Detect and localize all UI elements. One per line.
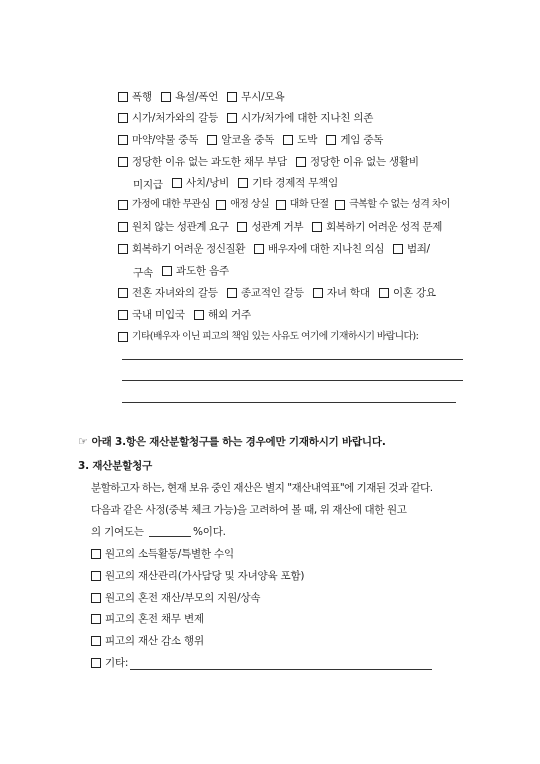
checkbox-item[interactable] (91, 547, 234, 561)
checkbox[interactable] (118, 113, 128, 123)
section3-notice (78, 435, 386, 449)
checkbox[interactable] (227, 92, 237, 102)
checkbox-label: 가정에 대한 무관심 (132, 199, 210, 210)
reason-row-4 (118, 155, 425, 171)
reason-row-3 (118, 133, 389, 149)
checkbox-item[interactable] (296, 155, 419, 169)
reason-row-8 (118, 242, 430, 258)
checkbox[interactable] (326, 135, 336, 145)
checkbox-item[interactable] (283, 133, 317, 147)
checkbox[interactable] (296, 157, 306, 167)
checkbox[interactable] (312, 222, 322, 232)
notice-text: 아래 3.항은 재산분할청구를 하는 경우에만 기재하시기 바랍니다. (91, 436, 386, 448)
reason-row-7 (118, 220, 442, 236)
checkbox[interactable] (238, 178, 248, 188)
checkbox-item[interactable] (118, 286, 218, 300)
checkbox-item[interactable] (207, 133, 274, 147)
checkbox-label: 회복하기 어려운 정신질환 (132, 243, 246, 255)
checkbox-label: 전혼 자녀와의 갈등 (132, 287, 218, 299)
reason-row-9 (133, 264, 235, 280)
contribution-option (91, 612, 210, 628)
continuation-text: 구속 (133, 267, 153, 279)
checkbox[interactable] (118, 244, 128, 254)
checkbox[interactable] (227, 113, 237, 123)
checkbox-label: 극복할 수 없는 성격 차이 (349, 199, 450, 210)
checkbox[interactable] (335, 200, 345, 210)
checkbox-label: 배우자에 대한 지나친 의심 (268, 243, 385, 255)
etc-write-line-1[interactable] (122, 359, 463, 360)
checkbox-label: 종교적인 갈등 (240, 287, 304, 299)
checkbox[interactable] (118, 200, 128, 210)
checkbox[interactable] (118, 135, 128, 145)
checkbox-item[interactable] (161, 90, 218, 104)
checkbox-label: 원고의 소득활동/특별한 수익 (105, 548, 234, 560)
checkbox-item[interactable] (227, 90, 284, 104)
reason-row-2 (118, 111, 379, 127)
checkbox[interactable] (91, 658, 101, 668)
checkbox-label: 자녀 학대 (326, 287, 370, 299)
checkbox-item[interactable] (254, 242, 384, 256)
checkbox-item[interactable] (312, 220, 442, 234)
etc-write-line-3[interactable] (122, 402, 456, 403)
checkbox-item[interactable] (227, 286, 304, 300)
checkbox-label: 욕설/폭언 (175, 91, 219, 103)
reason-row-5 (133, 176, 344, 192)
para-text: %이다. (193, 526, 226, 538)
checkbox-item[interactable] (91, 656, 128, 670)
checkbox-label: 기타(배우자 이닌 피고의 책임 있는 사유도 여기에 기재하시기 바랍니다): (132, 331, 419, 342)
checkbox-label: 원고의 혼전 재산/부모의 지원/상속 (105, 592, 261, 604)
checkbox-item[interactable] (118, 242, 245, 256)
checkbox-item[interactable] (118, 308, 185, 322)
checkbox-label: 피고의 혼전 채무 변제 (105, 613, 204, 625)
checkbox-item[interactable] (238, 176, 338, 190)
checkbox-item[interactable] (91, 612, 204, 626)
section3-para-line-1 (91, 481, 433, 495)
checkbox-label: 알코올 중독 (221, 134, 275, 146)
checkbox[interactable] (162, 266, 172, 276)
checkbox-item[interactable] (118, 198, 210, 212)
checkbox-label: 해외 거주 (208, 309, 251, 321)
contribution-option (91, 547, 240, 563)
checkbox[interactable] (379, 288, 389, 298)
continuation-text: 미지급 (133, 179, 163, 191)
checkbox[interactable] (118, 92, 128, 102)
checkbox-label: 회복하기 어려운 성적 문제 (326, 221, 443, 233)
checkbox[interactable] (118, 222, 128, 232)
checkbox-item[interactable] (393, 242, 430, 256)
reason-row-11 (118, 308, 257, 324)
para-text: 다음과 같은 사정(중복 체크 가능)을 고려하여 볼 때, 위 재산에 대한 원고 (91, 504, 407, 516)
checkbox[interactable] (118, 310, 128, 320)
checkbox-label: 애정 상실 (230, 199, 270, 210)
checkbox-item[interactable] (216, 198, 269, 212)
reason-row-12 (118, 330, 418, 347)
checkbox-item[interactable] (237, 220, 303, 234)
checkbox[interactable] (172, 178, 182, 188)
checkbox-label: 게임 중독 (340, 134, 384, 146)
checkbox[interactable] (118, 332, 128, 342)
checkbox[interactable] (91, 614, 101, 624)
para-text: 분할하고자 하는, 현재 보유 중인 재산은 별지 "재산내역표"에 기재된 것과 같다. (91, 482, 433, 494)
checkbox-item[interactable] (227, 111, 373, 125)
checkbox[interactable] (194, 310, 204, 320)
checkbox-item[interactable] (118, 220, 229, 234)
contribution-option (91, 569, 310, 585)
checkbox-item[interactable] (91, 634, 204, 648)
contribution-option (91, 634, 210, 650)
checkbox-label: 원치 않는 성관계 요구 (132, 221, 229, 233)
etc-write-line-2[interactable] (122, 380, 463, 381)
checkbox-item[interactable] (118, 111, 218, 125)
checkbox-item[interactable] (118, 155, 287, 169)
checkbox-label: 도박 (297, 134, 318, 146)
checkbox-item[interactable] (162, 264, 229, 278)
checkbox-label: 성관계 거부 (251, 221, 304, 233)
checkbox[interactable] (393, 244, 403, 254)
checkbox[interactable] (161, 92, 171, 102)
section-title-text: 3. 재산분할청구 (78, 460, 153, 472)
reason-row-6 (118, 198, 450, 215)
checkbox-label: 기타: (105, 657, 129, 669)
contribution-option-etc (91, 656, 432, 672)
checkbox-item[interactable] (194, 308, 251, 322)
section3-title (78, 459, 152, 473)
checkbox-label: 시가/처가와의 갈등 (132, 112, 219, 124)
checkbox[interactable] (118, 157, 128, 167)
checkbox[interactable] (118, 288, 128, 298)
checkbox-label: 정당한 이유 없는 생활비 (310, 156, 419, 168)
checkbox-label: 범죄/ (406, 243, 430, 255)
checkbox-item[interactable] (91, 569, 304, 583)
checkbox[interactable] (91, 571, 101, 581)
checkbox[interactable] (207, 135, 217, 145)
section3-para-line-2 (91, 503, 406, 517)
para-text: 의 기여도는 (91, 526, 144, 538)
checkbox-label: 폭행 (132, 91, 152, 103)
reason-row-1 (118, 90, 290, 106)
checkbox[interactable] (313, 288, 323, 298)
checkbox-item[interactable] (276, 198, 329, 212)
checkbox-item[interactable] (118, 90, 152, 104)
checkbox-label: 기타 경제적 무책임 (252, 177, 339, 189)
checkbox-item[interactable] (91, 591, 260, 605)
checkbox-item[interactable] (313, 286, 370, 300)
checkbox-label: 사치/낭비 (185, 177, 230, 189)
checkbox-label: 대화 단절 (289, 199, 329, 210)
checkbox[interactable] (283, 135, 293, 145)
checkbox-item[interactable] (118, 133, 198, 147)
checkbox-label: 무시/모욕 (241, 91, 285, 103)
checkbox-label: 원고의 재산관리(가사담당 및 자녀양육 포함) (105, 570, 305, 582)
contribution-percent-input[interactable] (149, 526, 191, 537)
checkbox-label: 피고의 재산 감소 행위 (105, 635, 204, 647)
etc-input-line[interactable] (130, 659, 432, 670)
checkbox[interactable] (91, 636, 101, 646)
checkbox[interactable] (254, 244, 264, 254)
checkbox[interactable] (91, 593, 101, 603)
checkbox[interactable] (91, 549, 101, 559)
checkbox-label: 마약/약물 중독 (132, 134, 199, 146)
checkbox-item[interactable] (326, 133, 383, 147)
checkbox[interactable] (237, 222, 247, 232)
checkbox-item[interactable] (118, 330, 418, 344)
section3-para-line-3 (91, 525, 226, 539)
checkbox-item[interactable] (379, 286, 436, 300)
checkbox[interactable] (276, 200, 286, 210)
checkbox-item[interactable] (172, 176, 229, 190)
checkbox-label: 정당한 이유 없는 과도한 채무 부담 (132, 156, 287, 168)
pointing-hand-icon: ☞ (78, 435, 88, 448)
checkbox-label: 국내 미입국 (132, 309, 185, 321)
checkbox-item[interactable] (335, 198, 450, 212)
checkbox[interactable] (216, 200, 226, 210)
checkbox-label: 시가/처가에 대한 지나친 의존 (241, 112, 374, 124)
contribution-option (91, 591, 266, 607)
checkbox[interactable] (227, 288, 237, 298)
reason-row-10 (118, 286, 436, 302)
checkbox-label: 이혼 강요 (392, 287, 436, 299)
checkbox-label: 과도한 음주 (176, 265, 229, 277)
